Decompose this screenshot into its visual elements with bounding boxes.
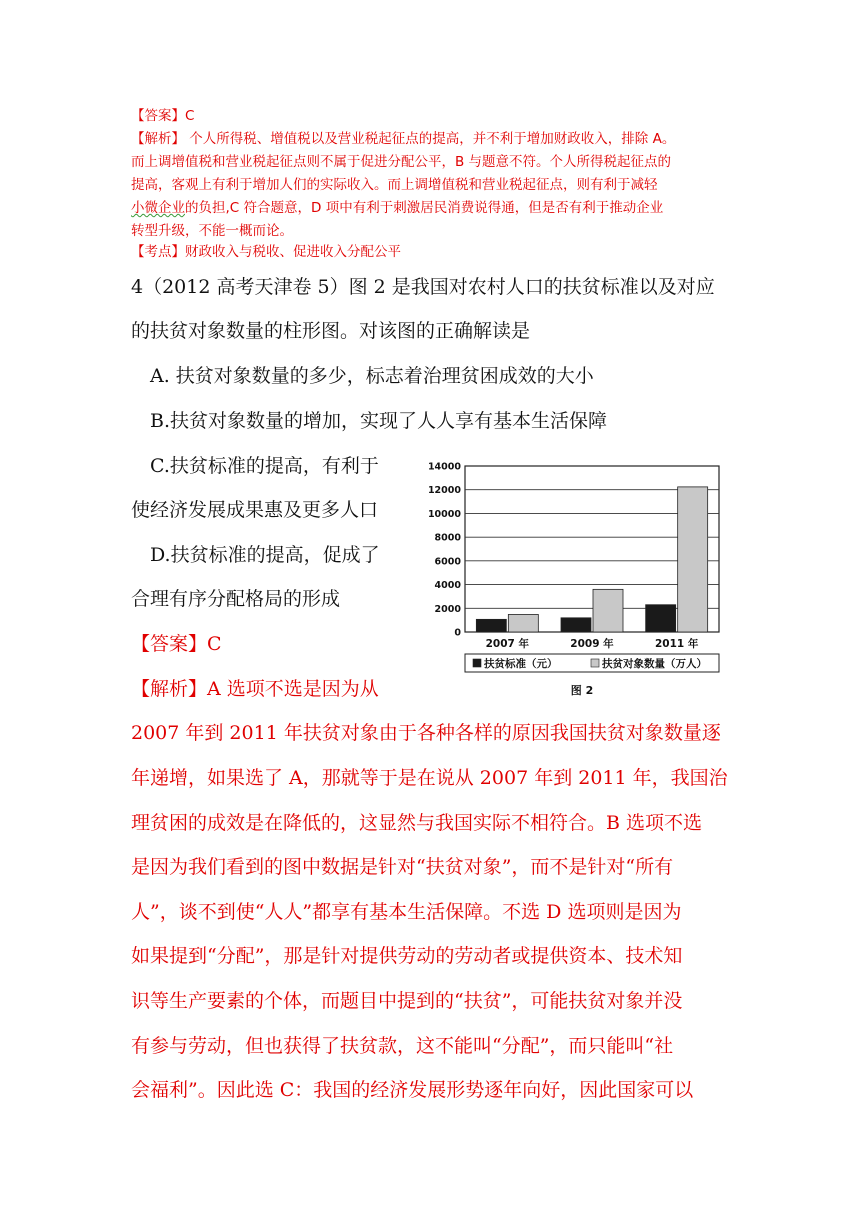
underlined-phrase: 小微企业 <box>131 200 185 216</box>
poverty-bar-chart <box>422 458 738 698</box>
analysis-2-line-3: 理贫困的成效是在降低的，这显然与我国实际不相符合。B 选项不选 <box>131 812 703 834</box>
analysis-line-3: 提高，客观上有利于增加人们的实际收入。而上调增值税和营业税起征点，则有利于减轻 <box>131 177 658 193</box>
answer-2-label: 【答案】 <box>131 633 208 655</box>
analysis-text: 个人所得税、增值税以及营业税起征点的提高，并不利于增加财政收入，排除 A。 <box>185 131 676 147</box>
answer-2-line <box>131 632 222 656</box>
analysis-2-line-0 <box>131 677 379 701</box>
legend-label: 扶贫标准（元） <box>484 658 558 670</box>
kaodian-line <box>131 241 401 265</box>
y-tick-label: 2000 <box>434 603 461 615</box>
figure-caption: 图 2 <box>570 684 594 697</box>
analysis-2-line-7: 识等生产要素的个体，而题目中提到的“扶贫”，可能扶贫对象并没 <box>131 990 683 1012</box>
analysis-line-1 <box>131 128 675 152</box>
answer-value: C <box>185 108 195 124</box>
bar-standard <box>561 618 591 632</box>
analysis-2-line-5: 人”，谈不到使“人人”都享有基本生活保障。不选 D 选项则是因为 <box>131 901 682 923</box>
analysis-2-label: 【解析】 <box>131 678 208 700</box>
kaodian-text: 财政收入与税收、促进收入分配公平 <box>185 244 401 260</box>
y-tick-label: 10000 <box>427 508 461 520</box>
analysis-text: 的负担,C 符合题意，D 项中有利于刺激居民消费说得通，但是否有利于推动企业 <box>185 200 664 216</box>
bar-population <box>508 614 538 632</box>
y-tick-label: 4000 <box>434 580 461 592</box>
option-d-line-1: D.扶贫标准的提高，促成了 <box>150 544 380 566</box>
answer-label: 【答案】 <box>131 108 185 124</box>
analysis-2-line-2: 年递增，如果选了 A，那就等于是在说从 2007 年到 2011 年，我国治 <box>131 767 728 789</box>
question-line-1: 4（2012 高考天津卷 5）图 2 是我国对农村人口的扶贫标准以及对应 <box>131 276 715 298</box>
y-tick-label: 6000 <box>434 556 461 568</box>
legend-swatch <box>473 659 481 667</box>
analysis-line-2: 而上调增值税和营业税起征点则不属于促进分配公平，B 与题意不符。个人所得税起征点的 <box>131 154 672 170</box>
x-tick-label: 2009 年 <box>570 638 614 650</box>
x-tick-label: 2007 年 <box>485 638 530 650</box>
analysis-line-5: 转型升级，不能一概而论。 <box>131 223 293 239</box>
bar-standard <box>476 619 506 632</box>
kaodian-label: 【考点】 <box>131 244 185 260</box>
option-b: B.扶贫对象数量的增加，实现了人人享有基本生活保障 <box>150 410 608 432</box>
analysis-line-4 <box>131 197 663 221</box>
legend-swatch <box>591 659 599 667</box>
analysis-2-line-8: 有参与劳动，但也获得了扶贫款，这不能叫“分配”，而只能叫“社 <box>131 1035 674 1057</box>
y-tick-label: 8000 <box>434 532 461 544</box>
y-tick-label: 14000 <box>427 461 461 473</box>
question-line-2: 的扶贫对象数量的柱形图。对该图的正确解读是 <box>131 320 531 342</box>
option-c-line-2: 使经济发展成果惠及更多人口 <box>131 499 379 521</box>
y-tick-label: 12000 <box>427 485 461 497</box>
option-c-line-1: C.扶贫标准的提高，有利于 <box>150 455 379 477</box>
analysis-2-line-9: 会福利”。因此选 C：我国的经济发展形势逐年向好，因此国家可以 <box>131 1079 694 1101</box>
analysis-2-line-4: 是因为我们看到的图中数据是针对“扶贫对象”，而不是针对“所有 <box>131 856 674 878</box>
bar-population <box>678 487 708 632</box>
analysis-2-line-6: 如果提到“分配”，那是针对提供劳动的劳动者或提供资本、技术知 <box>131 945 683 967</box>
option-a: A. 扶贫对象数量的多少，标志着治理贫困成效的大小 <box>150 365 594 387</box>
y-tick-label: 0 <box>454 627 461 639</box>
option-d-line-2: 合理有序分配格局的形成 <box>131 588 341 610</box>
analysis-2-first: A 选项不选是因为从 <box>207 678 379 700</box>
answer-line-1 <box>131 105 194 129</box>
answer-2-value: C <box>207 633 222 655</box>
legend-label: 扶贫对象数量（万人） <box>602 658 707 670</box>
bar-standard <box>646 605 676 632</box>
analysis-label: 【解析】 <box>131 131 185 147</box>
analysis-2-line-1: 2007 年到 2011 年扶贫对象由于各种各样的原因我国扶贫对象数量逐 <box>131 722 721 744</box>
x-tick-label: 2011 年 <box>654 638 699 650</box>
bar-population <box>593 589 623 632</box>
